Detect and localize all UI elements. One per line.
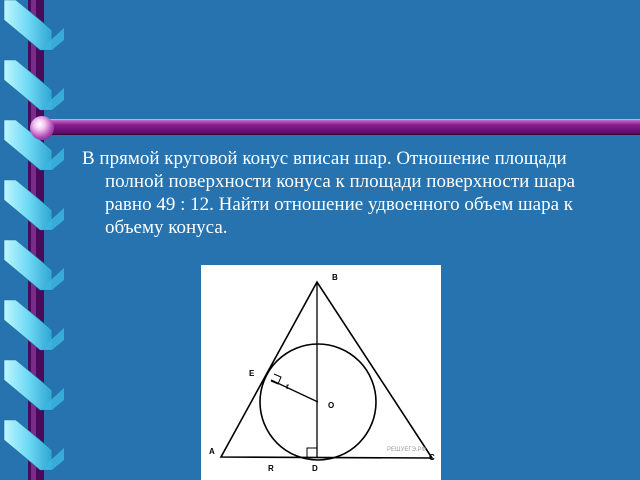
- cone-sphere-figure: [201, 265, 441, 480]
- label-b: B: [332, 273, 338, 282]
- label-e: E: [249, 369, 255, 378]
- label-d: D: [312, 464, 318, 473]
- right-angle-mark-d: [307, 448, 317, 458]
- watermark: РЕШУЕГЭ.РФ: [387, 447, 427, 453]
- divider-knob: [30, 116, 54, 140]
- label-a: A: [209, 447, 215, 456]
- problem-statement: В прямой круговой конус вписан шар. Отношение площади полной поверхности конуса к площади поверхности шара равно 49 : 12. Найти отношение удвоенного объем шара к объему конуса.: [82, 148, 576, 238]
- decorative-ribbon: [0, 0, 72, 480]
- label-c: C: [429, 453, 435, 462]
- label-r-small: r: [286, 382, 290, 391]
- title-divider-bar: [34, 119, 640, 135]
- label-r-big: R: [268, 464, 274, 473]
- label-o: O: [328, 401, 335, 410]
